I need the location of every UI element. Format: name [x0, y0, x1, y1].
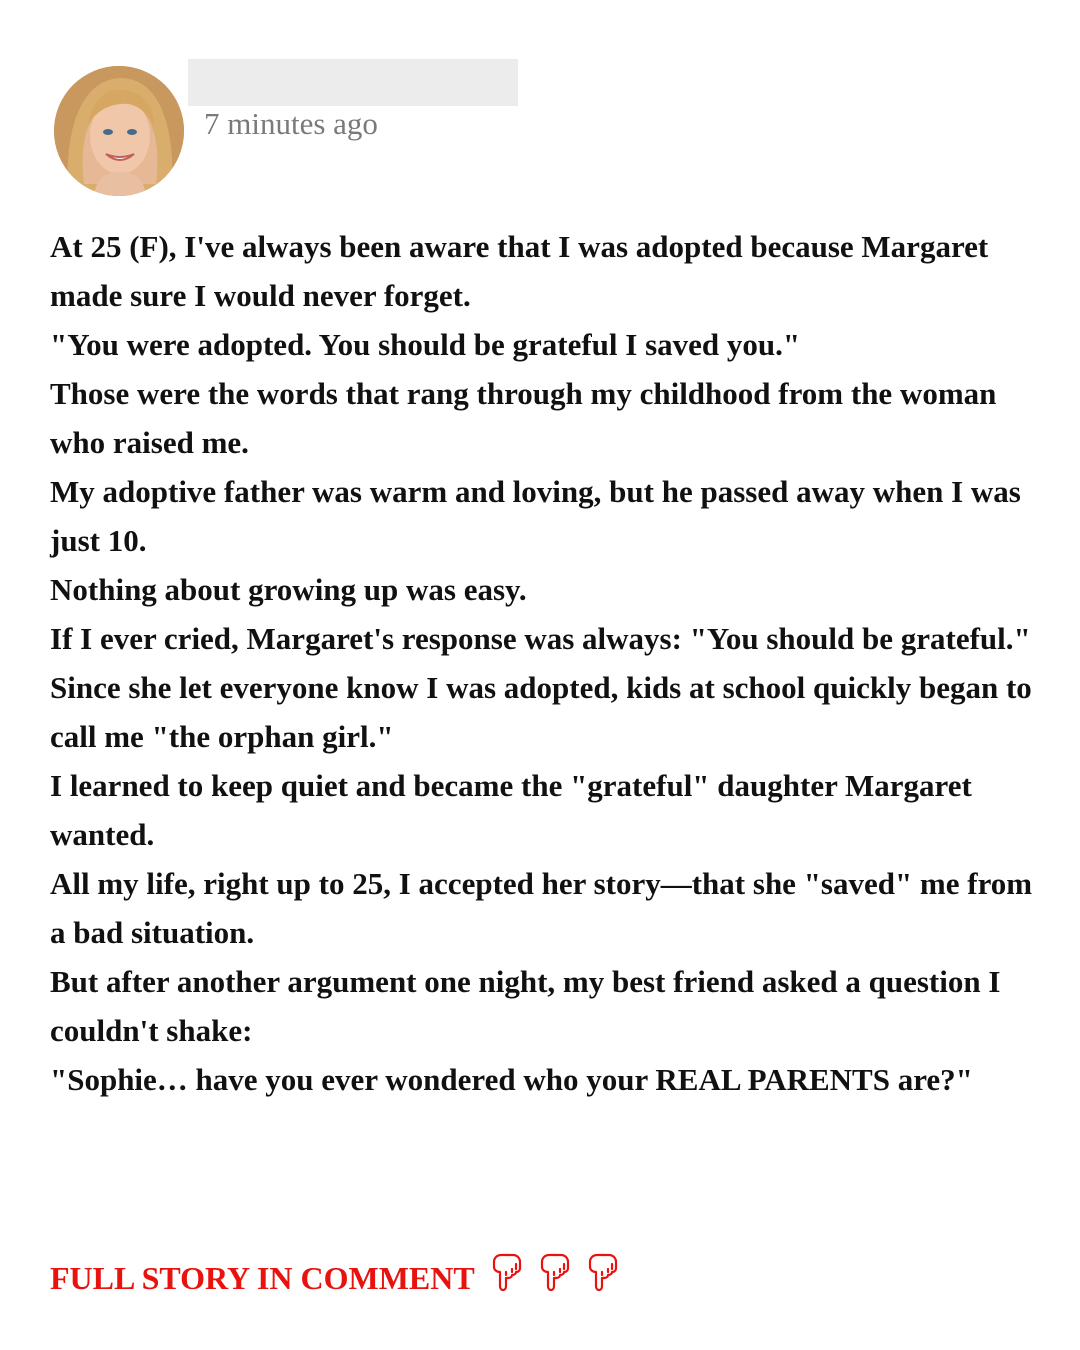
pointing-down-hand-icon	[585, 1250, 621, 1294]
pointing-down-hand-icon	[489, 1250, 525, 1294]
story-paragraph: But after another argument one night, my best friend asked a question I couldn't shake:	[50, 964, 1001, 1048]
woman-portrait-avatar-icon	[54, 66, 184, 196]
story-paragraph: "Sophie… have you ever wondered who your REAL PARENTS are?"	[50, 1062, 973, 1097]
story-paragraph: Those were the words that rang through my childhood from the woman who raised me.	[50, 376, 997, 460]
username-placeholder	[188, 59, 518, 106]
post-header	[54, 66, 1034, 198]
story-paragraph: If I ever cried, Margaret's response was always: "You should be grateful."	[50, 621, 1031, 656]
cta-label: FULL STORY IN COMMENT	[50, 1260, 475, 1296]
story-paragraph: "You were adopted. You should be grateful I saved you."	[50, 327, 801, 362]
story-paragraph: All my life, right up to 25, I accepted her story—that she "saved" me from a bad situation.	[50, 866, 1033, 950]
story-paragraph: At 25 (F), I've always been aware that I was adopted because Margaret made sure I would never forget.	[50, 229, 989, 313]
story-paragraph: Since she let everyone know I was adopted, kids at school quickly began to call me "the orphan girl."	[50, 670, 1032, 754]
story-paragraph: Nothing about growing up was easy.	[50, 572, 527, 607]
full-story-cta	[50, 1244, 633, 1300]
pointing-down-hand-icon	[537, 1250, 573, 1294]
story-paragraph: My adoptive father was warm and loving, but he passed away when I was just 10.	[50, 474, 1021, 558]
avatar[interactable]	[54, 66, 184, 196]
story-paragraph: I learned to keep quiet and became the "grateful" daughter Margaret wanted.	[50, 768, 972, 852]
post-timestamp: 7 minutes ago	[204, 106, 378, 141]
story-body	[50, 222, 1040, 1104]
